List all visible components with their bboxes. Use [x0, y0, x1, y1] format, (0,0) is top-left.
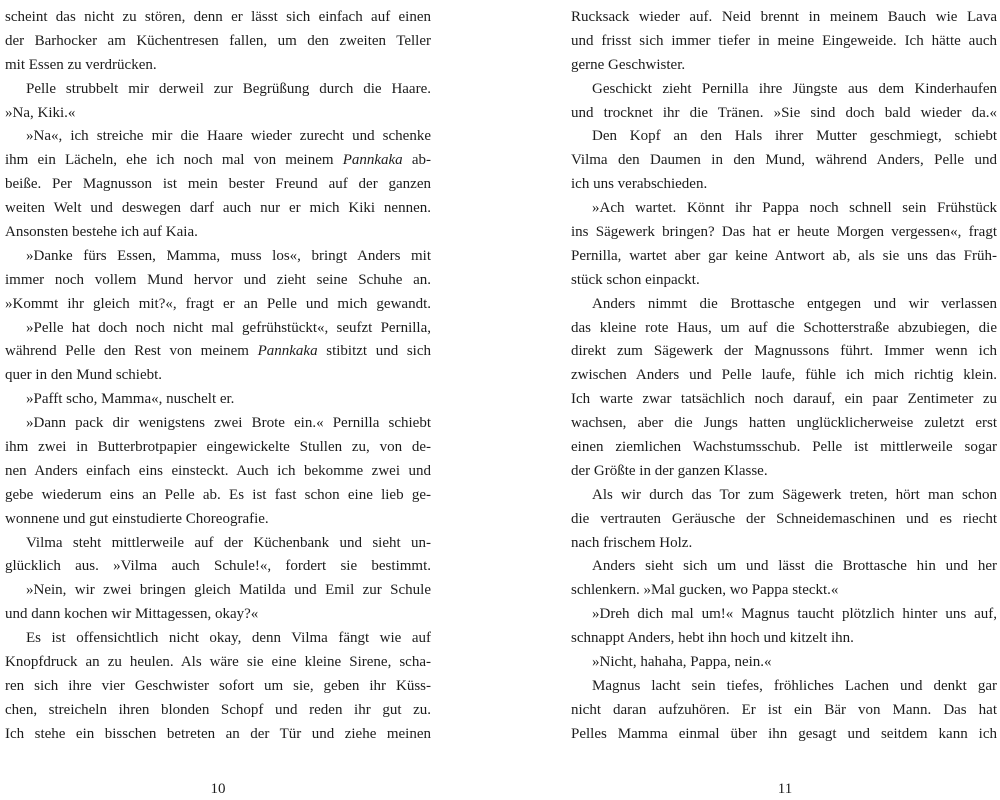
line: wachsen, aber die Jungs hatten unglücklicherweise zuletzt erst	[571, 415, 997, 432]
right-page	[571, 0, 997, 747]
line: glücklich aus. »Vilma auch Schule!«, fordert sie bestimmt.	[5, 558, 431, 575]
line: Anders sieht sich um und lässt die Brottasche hin und her	[592, 558, 997, 575]
left-page-text	[5, 6, 431, 747]
page-number: 10	[210, 781, 226, 797]
line: ren sich ihre vier Geschwister sofort um sie, geben ihr Küss-	[5, 677, 431, 694]
line: »Kommt ihr gleich mit?«, fragt er an Pelle und mich gewandt.	[5, 295, 431, 312]
left-page	[5, 0, 431, 747]
line: quer in den Mund schiebt.	[5, 367, 163, 384]
line: »Danke fürs Essen, Mamma, muss los«, bringt Anders mit	[26, 247, 431, 264]
page-number: 11	[777, 781, 793, 797]
right-page-text	[571, 6, 997, 747]
line: nach frischem Holz.	[571, 534, 693, 551]
line: Ansonsten bestehe ich auf Kaia.	[5, 224, 198, 241]
line: nen Anders einfach eins einsteckt. Auch ich bekomme zwei und	[5, 462, 431, 479]
line: weiten Welt und deswegen darf auch nur er mich Kiki nennen.	[5, 200, 431, 217]
line: einen ziemlichen Wachstumsschub. Pelle ist mittlerweile sogar	[571, 439, 997, 456]
line: direkt zum Sägewerk der Magnussons führt. Immer wenn ich	[571, 343, 997, 360]
line: Ich stehe ein bisschen betreten an der Tür und ziehe meinen	[5, 725, 431, 742]
line: schlenkern. »Mal gucken, wo Pappa steckt.«	[571, 582, 839, 599]
line: der Größte in der ganzen Klasse.	[571, 462, 768, 479]
line: »Pelle hat doch noch nicht mal gefrühstückt«, seufzt Pernilla,	[26, 319, 431, 336]
line: schnappt Anders, hebt ihn hoch und kitzelt ihn.	[571, 630, 854, 647]
line: »Pafft scho, Mamma«, nuschelt er.	[26, 391, 235, 408]
line: nicht daran aufzuhören. Er ist ein Bär von Mann. Das hat	[571, 701, 997, 718]
line: während Pelle den Rest von meinem Pannkaka stibitzt und sich	[5, 343, 432, 360]
line: und frisst sich immer tiefer in meine Eingeweide. Ich hätte auch	[571, 32, 997, 49]
line: stück schon einpackt.	[571, 271, 700, 288]
line: Pernilla, wartet aber gar keine Antwort ab, als sie uns das Früh-	[571, 247, 997, 264]
line: »Ach wartet. Könnt ihr Pappa noch schnell sein Frühstück	[592, 200, 997, 217]
line: ich uns verabschieden.	[571, 176, 708, 193]
line: das kleine rote Haus, um auf die Schotterstraße abzubiegen, die	[571, 319, 997, 336]
line: »Nein, wir zwei bringen gleich Matilda und Emil zur Schule	[26, 582, 431, 599]
line: mit Essen zu verdrücken.	[5, 56, 157, 73]
line: Anders nimmt die Brottasche entgegen und wir verlassen	[592, 295, 997, 312]
line: ihm ein Lächeln, ehe ich noch mal von meinem Pannkaka ab-	[5, 152, 431, 169]
line: ihm zwei in Butterbrotpapier eingewickelte Stullen zu, von de-	[5, 439, 431, 456]
line: Knopfdruck an zu heulen. Als wäre sie eine kleine Sirene, scha-	[5, 654, 431, 671]
line: Vilma steht mittlerweile auf der Küchenbank und sieht un-	[26, 534, 431, 551]
line: beiße. Per Magnusson ist mein bester Freund auf der ganzen	[5, 176, 431, 193]
line: gerne Geschwister.	[571, 56, 686, 73]
line: Es ist offensichtlich nicht okay, denn Vilma fängt wie auf	[26, 630, 431, 647]
line: chen, streicheln ihren blonden Schopf und reden ihr gut zu.	[5, 701, 431, 718]
line: »Nicht, hahaha, Pappa, nein.«	[592, 654, 772, 671]
line: Geschickt zieht Pernilla ihre Jüngste aus dem Kinderhaufen	[592, 80, 997, 97]
line: »Dreh dich mal um!« Magnus taucht plötzlich hinter uns auf,	[592, 606, 997, 623]
line: gebe wiederum eins an Pelle ab. Es ist fast schon eine lieb ge-	[5, 486, 431, 503]
line: Vilma den Daumen in den Mund, während Anders, Pelle und	[571, 152, 997, 169]
line: wonnene und gut einstudierte Choreografie.	[5, 510, 269, 527]
line: Pelle strubbelt mir derweil zur Begrüßung durch die Haare.	[26, 80, 431, 97]
line: »Na, Kiki.«	[5, 104, 76, 121]
line: scheint das nicht zu stören, denn er lässt sich einfach auf einen	[5, 9, 431, 25]
line: und trocknet ihr die Tränen. »Sie sind doch bald wieder da.«	[571, 104, 997, 121]
line: Rucksack wieder auf. Neid brennt in meinem Bauch wie Lava	[571, 9, 997, 25]
line: Den Kopf an den Hals ihrer Mutter geschmiegt, schiebt	[592, 128, 997, 145]
line: »Na«, ich streiche mir die Haare wieder zurecht und schenke	[26, 128, 431, 145]
line: der Barhocker am Küchentresen fallen, um den zweiten Teller	[5, 32, 431, 49]
line: ins Sägewerk bringen? Das hat er heute Morgen vergessen«, fragt	[571, 224, 997, 241]
italic-word: Pannkaka	[257, 343, 318, 360]
line: zwischen Anders und Pelle laufe, fühle ich mich richtig klein.	[571, 367, 997, 384]
line: Magnus lacht sein tiefes, fröhliches Lachen und denkt gar	[592, 677, 997, 694]
line: Pelles Mamma einmal über ihn gesagt und seitdem kann ich	[571, 725, 997, 742]
line: und dann kochen wir Mittagessen, okay?«	[5, 606, 259, 623]
line: Als wir durch das Tor zum Sägewerk treten, hört man schon	[592, 486, 997, 503]
italic-word: Pannkaka	[342, 152, 403, 169]
line: die vertrauten Geräusche der Schneidemaschinen und es riecht	[571, 510, 997, 527]
line: immer noch vollem Mund hervor und zieht seine Schuhe an.	[5, 271, 431, 288]
line: »Dann pack dir wenigstens zwei Brote ein.« Pernilla schiebt	[26, 415, 431, 432]
line: Ich warte zwar tatsächlich noch darauf, ein paar Zentimeter zu	[571, 391, 997, 408]
